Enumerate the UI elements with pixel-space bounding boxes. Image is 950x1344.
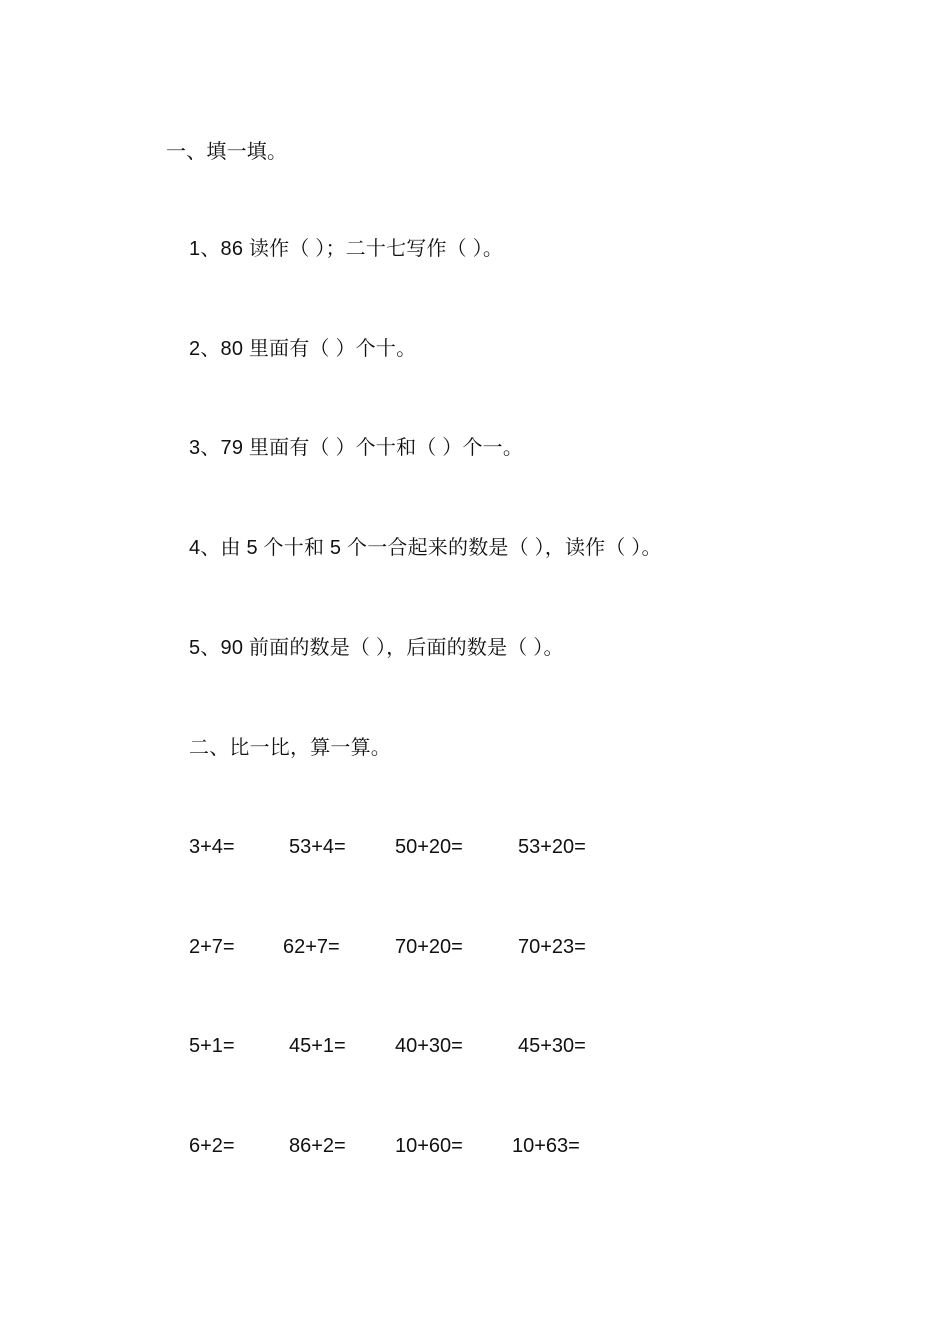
section2-title: 二、比一比，算一算。 — [189, 737, 391, 759]
equation: 6+2= — [189, 1135, 235, 1157]
equation: 53+20= — [518, 836, 586, 858]
equation: 70+20= — [395, 936, 463, 958]
question-4: 4、由 5 个十和 5 个一合起来的数是（ ），读作（ ）。 — [189, 537, 662, 559]
equation: 62+7= — [283, 936, 340, 958]
equation: 2+7= — [189, 936, 235, 958]
equation: 53+4= — [289, 836, 346, 858]
equation: 50+20= — [395, 836, 463, 858]
equation: 10+63= — [512, 1135, 580, 1157]
equation: 45+1= — [289, 1035, 346, 1057]
equation: 45+30= — [518, 1035, 586, 1057]
equation: 10+60= — [395, 1135, 463, 1157]
question-1: 1、86 读作（ ）；二十七写作（ ）。 — [189, 238, 504, 260]
equation: 3+4= — [189, 836, 235, 858]
equation: 70+23= — [518, 936, 586, 958]
section1-title: 一、填一填。 — [166, 141, 288, 163]
equation: 40+30= — [395, 1035, 463, 1057]
equation: 86+2= — [289, 1135, 346, 1157]
question-2: 2、80 里面有（ ）个十。 — [189, 338, 417, 360]
question-5: 5、90 前面的数是（ ），后面的数是（ ）。 — [189, 637, 564, 659]
question-3: 3、79 里面有（ ）个十和（ ）个一。 — [189, 437, 524, 459]
equation: 5+1= — [189, 1035, 235, 1057]
